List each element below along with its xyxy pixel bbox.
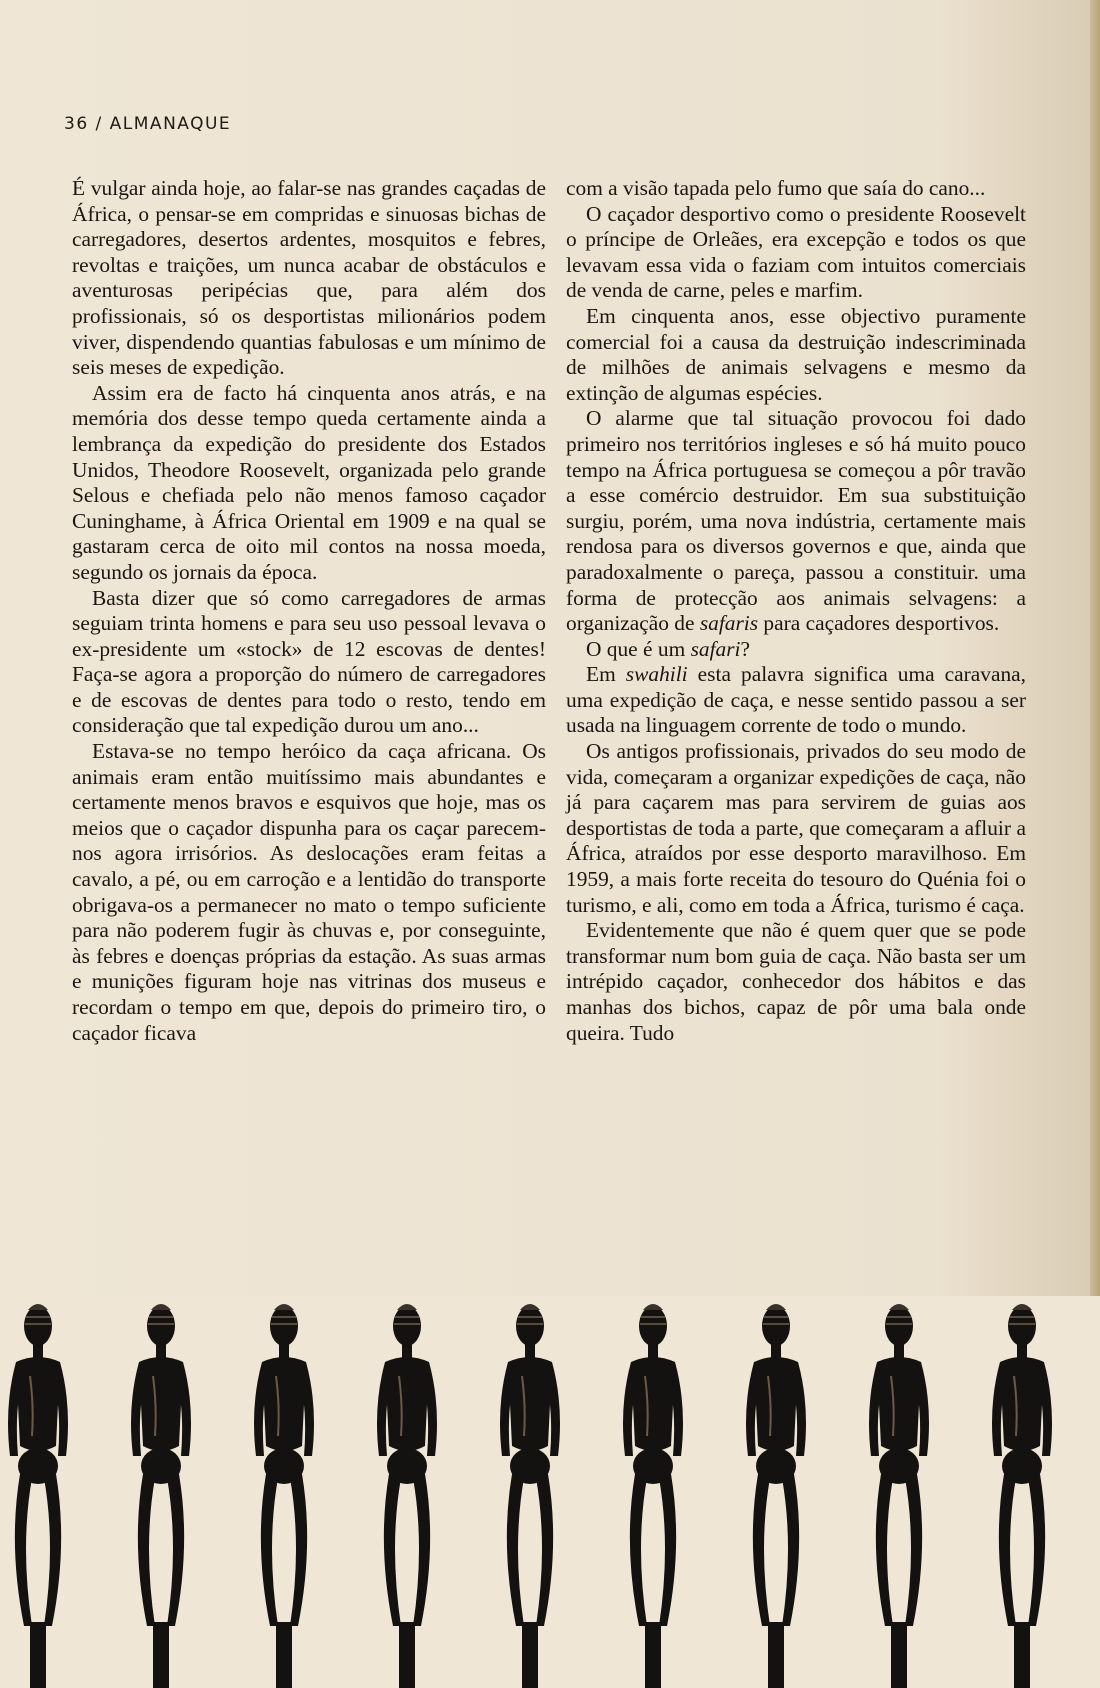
text-run: O que é um [586,636,691,661]
right-text-column [566,176,1026,1046]
text-run: para caçadores desportivos. [758,611,1000,636]
paragraph: com a visão tapada pelo fumo que saía do cano... [566,176,986,200]
paragraph: Assim era de facto há cinquenta anos atrás, e na memória dos desse tempo queda certamente ainda a lembrança da expedição do presidente dos Estados Unidos, Theodore Roosevelt, organizada pelo grande Selous e chefiada pelo não menos famoso caçador Cuninghame, à África Oriental em 1909 e na qual se gastaram cerca de oito mil contos na nossa moeda, segundo os jornais da época. [72,380,546,584]
figurine [254,1304,314,1688]
text-run: esta palavra significa uma caravana, uma expedição de caça, e nesse sentido passou a ser usada na linguagem corrente de todo o mundo. [566,662,1027,738]
paragraph: É vulgar ainda hoje, ao falar-se nas grandes caçadas de África, o pensar-se em compridas e sinuosas bichas de carregadores, desertos ardentes, mosquitos e febres, revoltas e traições, um nunca acabar de obstáculos e aventurosas peripécias que, para além dos profissionais, só os desportistas milionários podem viver, dispendendo quantias fabulosas e um mínimo de seis meses de expedição. [72,176,546,380]
figurine [131,1304,191,1688]
paragraph: Basta dizer que só como carregadores de armas seguiam trinta homens e para seu uso pessoal levava o ex-presidente um «stock» de 12 escovas de dentes! Faça-se agora a proporção do número de carregadores e de escovas de dentes para todo o resto, tendo em consideração que tal expedição durou um ano... [72,585,546,738]
figurine [992,1304,1052,1688]
text-run: ? [740,636,750,661]
figurine [623,1304,683,1688]
paragraph [566,406,1026,636]
paragraph: O caçador desportivo como o presidente Roosevelt o príncipe de Orleães, era excepção e todos os que levavam essa vida o faziam com intuitos comerciais de venda de carne, peles e marfim. [566,201,1026,303]
paragraph [566,662,1026,739]
figurine [746,1304,806,1688]
italic-term: safaris [699,611,759,636]
paragraph: Os antigos profissionais, privados do seu modo de vida, começaram a organizar expedições de caça, não já para caçarem mas para servirem de guias aos desportistas de toda a parte, que começaram a afluir a África, atraídos por esse desporto maravilhoso. Em 1959, a mais forte receita do tesouro do Quénia foi o turismo, e ali, como em toda a África, turismo é caça. [566,739,1026,917]
text-run: Em [586,662,626,687]
figurine [8,1304,68,1688]
paragraph: Em cinquenta anos, esse objectivo puramente comercial foi a causa da destruição indescriminada de milhões de animais selvagens e mesmo da extinção de algumas espécies. [566,303,1026,405]
italic-term: safari [690,636,741,661]
figurine [377,1304,437,1688]
running-head: 36 / ALMANAQUE [64,114,232,134]
italic-term: swahili [625,662,688,687]
text-run: O alarme que tal situação provocou foi dado primeiro nos territórios ingleses e só há muito pouco tempo na África portuguesa se começou a pôr travão a esse comércio destruidor. Em sua substituição surgiu, porém, uma nova indústria, certamente mais rendosa para os diversos governos e que, ainda que paradoxalmente o pareça, passou a constituir. uma forma de protecção aos animais selvagens: a organização de [566,406,1026,636]
left-text-column [72,176,546,1046]
paragraph: Evidentemente que não é quem quer que se pode transformar num bom guia de caça. Não basta ser um intrépido caçador, conhecedor dos hábitos e das manhas dos bichos, capaz de pôr uma bala onde queira. Tudo [566,918,1026,1045]
figurine [869,1304,929,1688]
figurine [500,1304,560,1688]
paragraph [566,637,1026,663]
paragraph: Estava-se no tempo heróico da caça africana. Os animais eram então muitíssimo mais abundantes e certamente menos bravos e esquivos que hoje, mas os meios que o caçador dispunha para os caçar parecem-nos agora irrisórios. As deslocações eram feitas a cavalo, a pé, ou em carroção e a lentidão do transporte obrigava-os a permanecer no mato o tempo suficiente para não poderem fugir às chuvas e, por conseguinte, às febres e doenças próprias da estação. As suas armas e munições figuram hoje nas vitrinas dos museus e recordam o tempo em que, depois do primeiro tiro, o caçador ficava [72,739,546,1045]
figurines-photo [0,1296,1100,1688]
figurines-illustration [0,1296,1100,1688]
